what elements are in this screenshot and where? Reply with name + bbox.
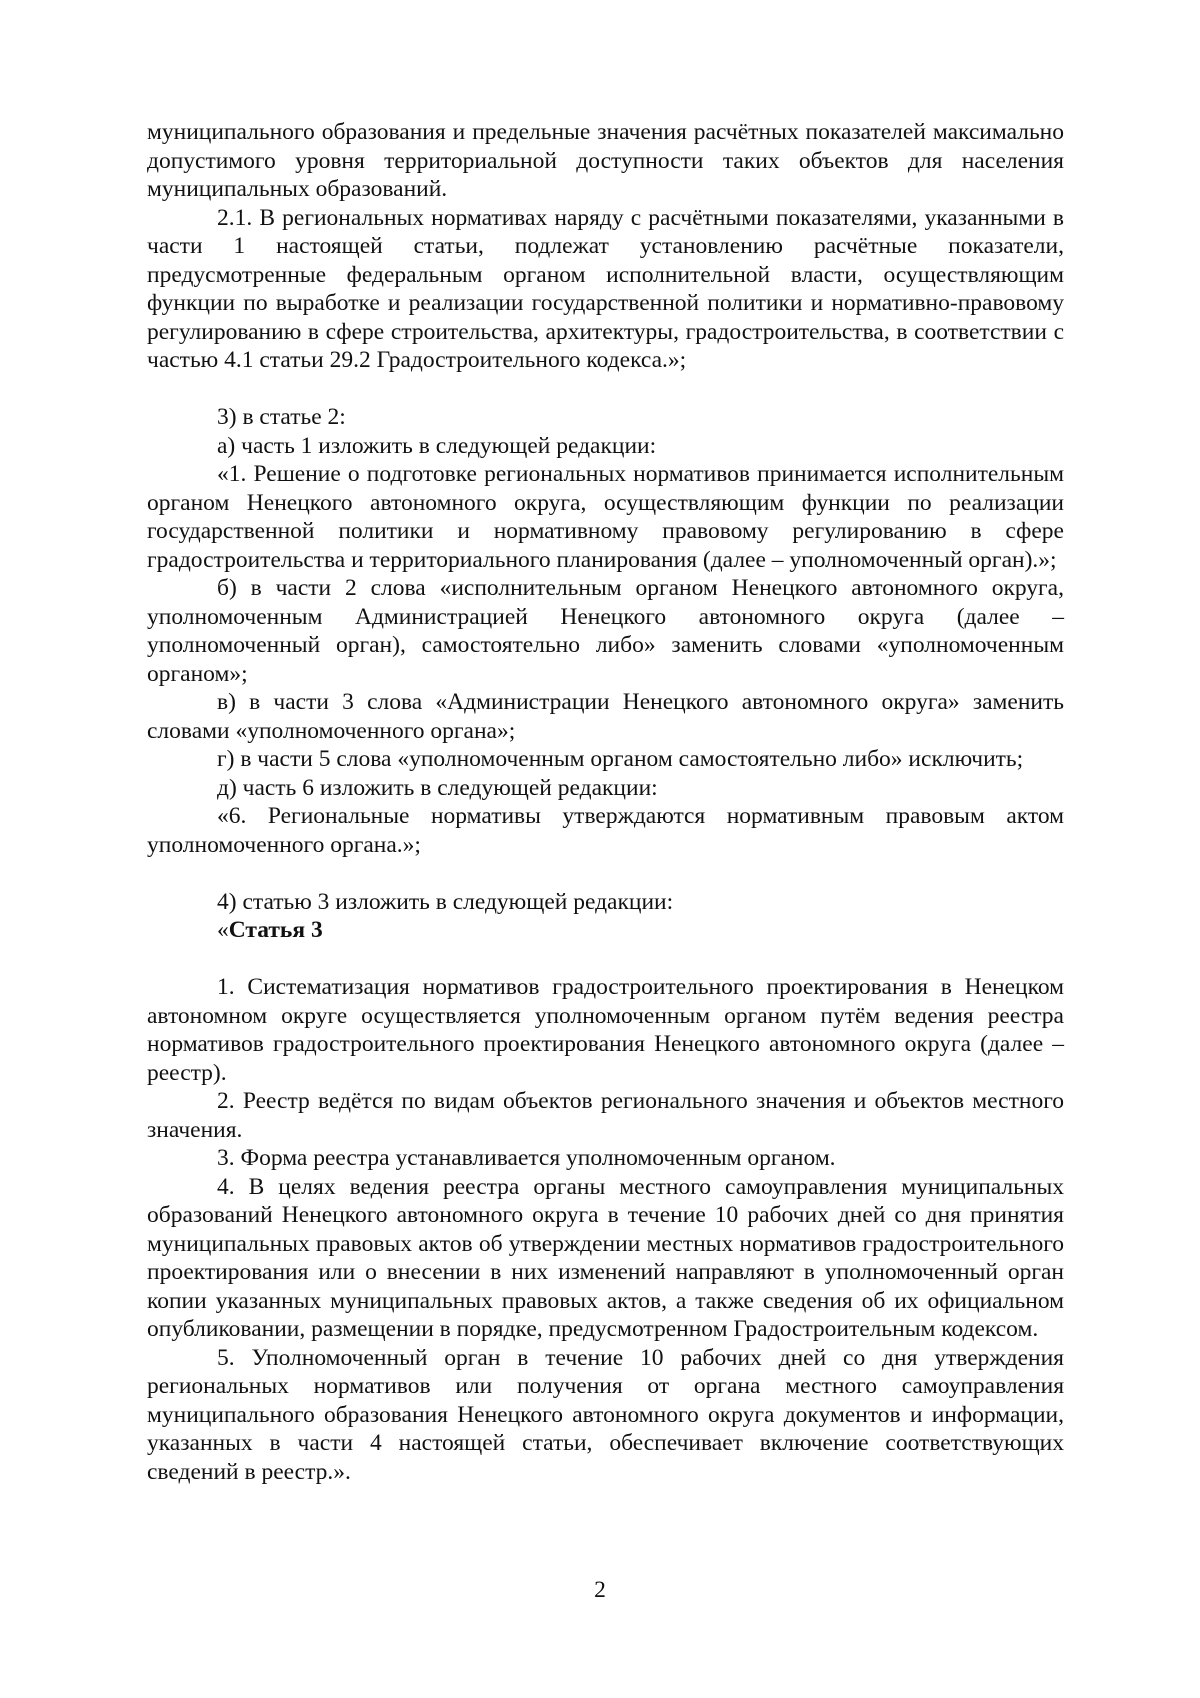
paragraph-article-3-part-3: 3. Форма реестра устанавливается уполномоченным органом. — [217, 1145, 836, 1171]
article-heading-title: Статья 3 — [228, 917, 323, 943]
paragraph-item-3: 3) в статье 2: — [217, 404, 346, 430]
paragraph-article-3-part-2: 2. Реестр ведётся по видам объектов регионального значения и объектов местного значения. — [147, 1088, 1064, 1143]
paragraph-quote-part-1: «1. Решение о подготовке региональных нормативов принимается исполнительным органом Ненецкого автономного округа, осуществляющим функции по реализации государственной политики и нормативному правовому регулированию в сфере градостроительства и территориального планирования (далее – уполномоченный орган).»; — [147, 461, 1064, 573]
paragraph-item-3a: а) часть 1 изложить в следующей редакции: — [217, 432, 657, 459]
paragraph-article-3-part-4: 4. В целях ведения реестра органы местного самоуправления муниципальных образований Ненецкого автономного округа в течение 10 рабочих дней со дня принятия муниципальных правовых актов об утверждении местных нормативов градостроительного проектирования или о внесении в них изменений направляют в уполномоченный орган копии указанных муниципальных правовых актов, а также сведения об их официальном опубликовании, размещении в порядке, предусмотренном Градостроительным кодексом. — [147, 1173, 1064, 1342]
paragraph-quote-part-6: «6. Региональные нормативы утверждаются нормативным правовым актом уполномоченного органа.»; — [147, 803, 1064, 858]
article-heading-quote: « — [217, 917, 229, 943]
page-number: 2 — [594, 1577, 606, 1603]
document-body — [147, 118, 1064, 1486]
paragraph-article-3-part-1: 1. Систематизация нормативов градостроительного проектирования в Ненецком автономном округе осуществляется уполномоченным органом путём ведения реестра нормативов градостроительного проектирования Ненецкого автономного округа (далее – реестр). — [147, 974, 1064, 1086]
spacer — [147, 945, 1064, 974]
paragraph-item-3v: в) в части 3 слова «Администрации Ненецкого автономного округа» заменить словами «уполномоченного органа»; — [147, 689, 1064, 744]
paragraph-item-4: 4) статью 3 изложить в следующей редакции: — [217, 888, 674, 915]
article-heading — [147, 916, 1064, 945]
paragraph-item-3b: б) в части 2 слова «исполнительным органом Ненецкого автономного округа, уполномоченным Администрацией Ненецкого автономного округа (далее – уполномоченный орган), самостоятельно либо» заменить словами «уполномоченным органом»; — [147, 575, 1064, 687]
paragraph-item-3g: г) в части 5 слова «уполномоченным органом самостоятельно либо» исключить; — [217, 746, 1024, 772]
paragraph-continuation: муниципального образования и предельные значения расчётных показателей максимально допустимого уровня территориальной доступности таких объектов для населения муниципальных образований. — [147, 119, 1064, 202]
spacer — [147, 859, 1064, 888]
spacer — [147, 375, 1064, 404]
paragraph-item-3d: д) часть 6 изложить в следующей редакции: — [217, 774, 658, 801]
paragraph-2-1: 2.1. В региональных нормативах наряду с расчётными показателями, указанными в части 1 настоящей статьи, подлежат установлению расчётные показатели, предусмотренные федеральным органом исполнительной власти, осуществляющим функции по выработке и реализации государственной политики и нормативно-правовому регулированию в сфере строительства, архитектуры, градостроительства, в соответствии с частью 4.1 статьи 29.2 Градостроительного кодекса.»; — [147, 204, 1064, 373]
paragraph-article-3-part-5: 5. Уполномоченный орган в течение 10 рабочих дней со дня утверждения региональных нормативов или получения от органа местного самоуправления муниципального образования Ненецкого автономного округа документов и информации, указанных в части 4 настоящей статьи, обеспечивает включение соответствующих сведений в реестр.». — [147, 1344, 1064, 1485]
